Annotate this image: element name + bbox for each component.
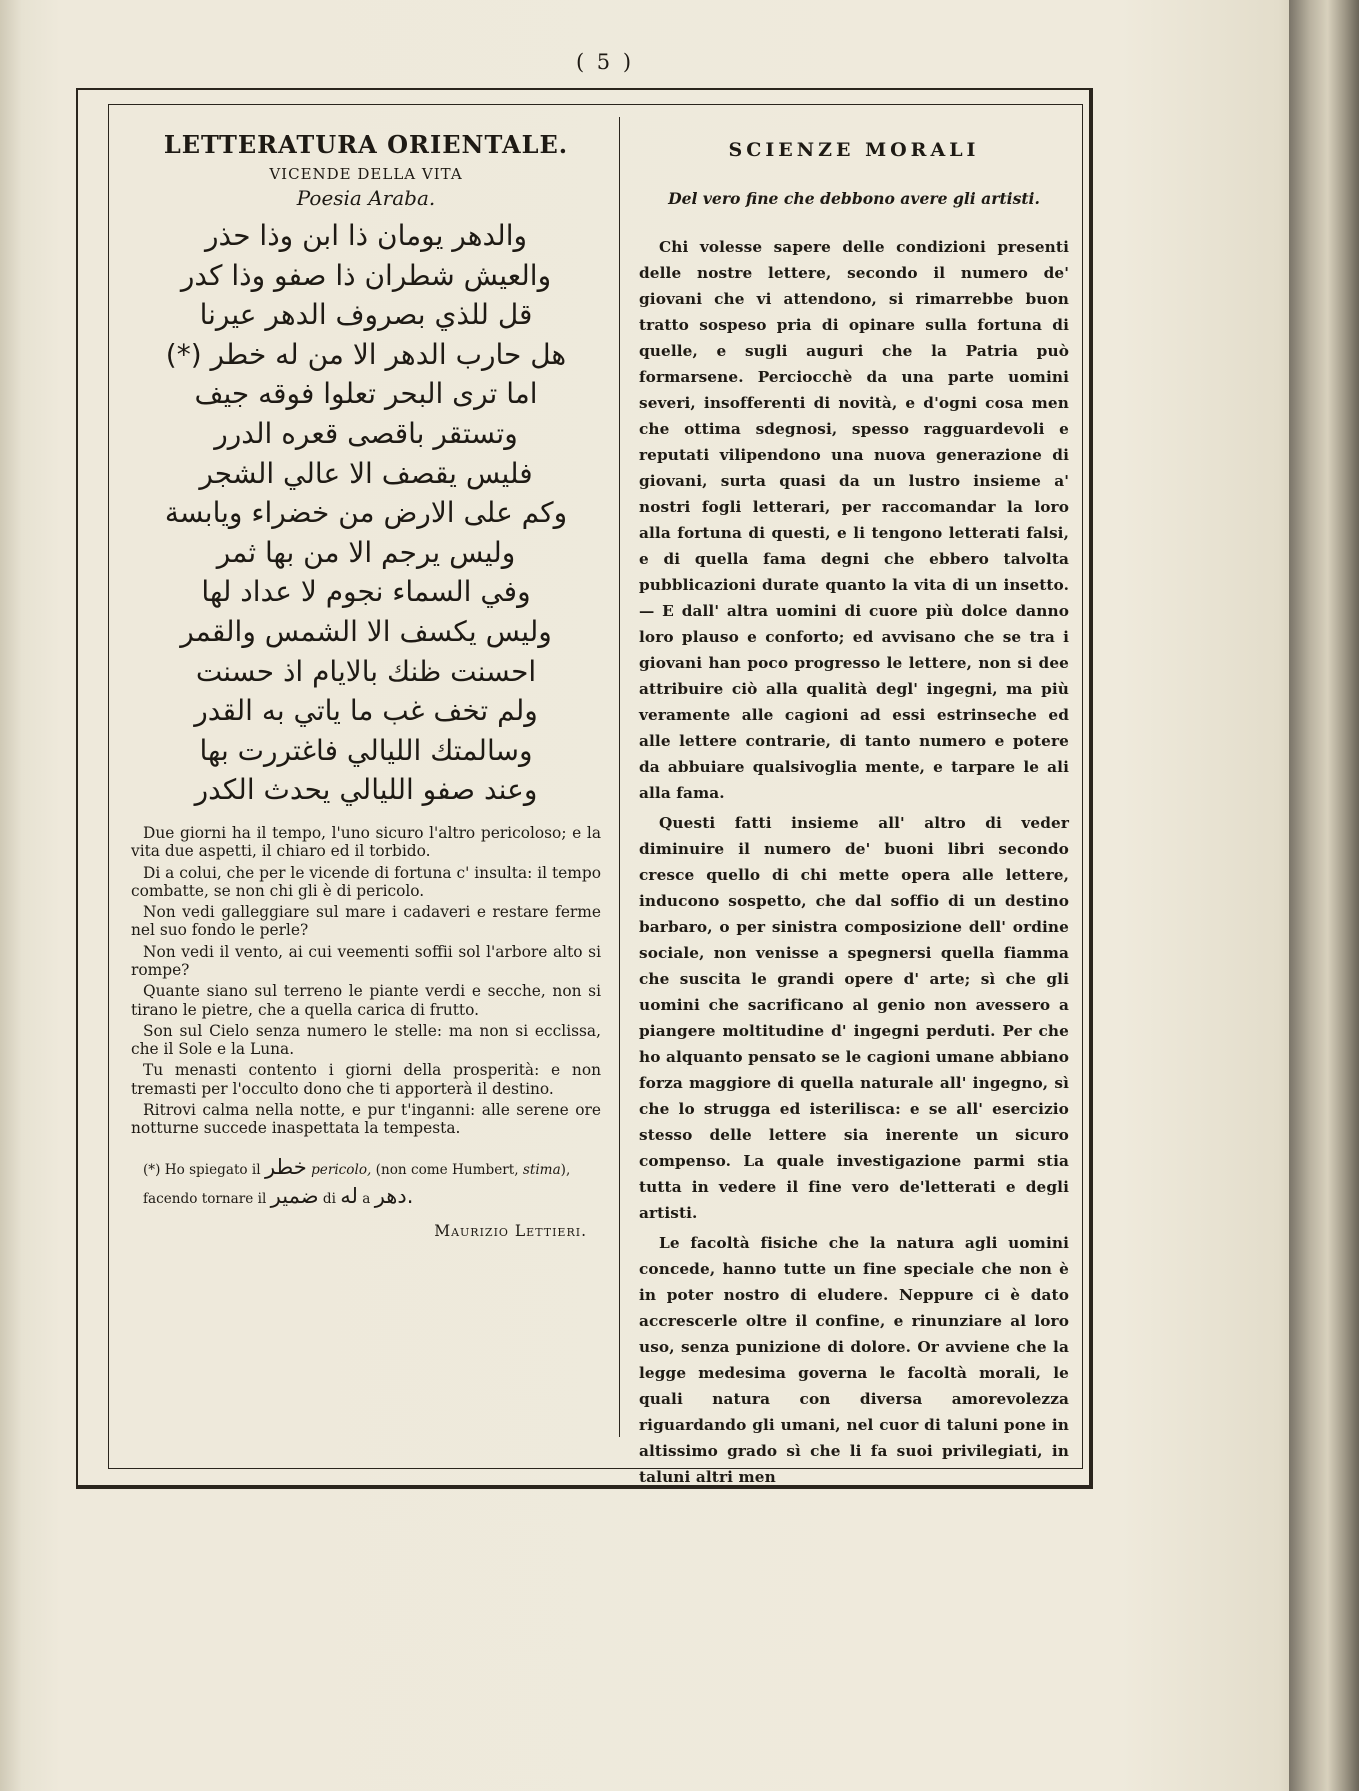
author-signature: Maurizio Lettieri. (434, 1221, 587, 1240)
content-frame (108, 104, 1083, 1486)
footnote (131, 1154, 601, 1212)
arabic-verse: اما ترى البحر تعلوا فوقه جيف (194, 377, 538, 411)
arabic-verse: والعيش شطران ذا صفو وذا كدر (180, 258, 552, 292)
footnote-prefix: (*) Ho spiegato il (143, 1161, 261, 1178)
arabic-poem (131, 216, 601, 810)
arabic-verse: وفي السماء نجوم لا عداد لها (201, 575, 531, 609)
translation-verse: Non vedi galleggiare sul mare i cadaveri e restare ferme nel suo fondo le perle? (131, 903, 601, 940)
footnote-text: (non come Humbert, (375, 1161, 519, 1178)
article-body (639, 234, 1069, 1490)
translation (131, 824, 601, 1138)
arabic-verse: احسنت ظنك بالايام اذ حسنت (195, 654, 537, 688)
arabic-verse: وليس يرجم الا من بها ثمر (216, 535, 516, 569)
poem-title: VICENDE DELLA VITA (269, 165, 463, 183)
article-title: Del vero fine che debbono avere gli artisti. (668, 189, 1040, 208)
poem-kind: Poesia Araba. (296, 186, 436, 210)
footnote-meaning: pericolo, (311, 1161, 372, 1178)
article-paragraph: Le facoltà fisiche che la natura agli uomini concede, hanno tutte un fine speciale che non è in poter nostro di eludere. Neppure ci è dato accrescerle oltre il confine, e rinunziare al loro uso, senza punizione di dolore. Or avviene che la legge medesima governa le facoltà morali, le quali natura con diversa amorevolezza riguardando gli umani, nel cuor di taluni pone in altissimo grado sì che li fa suoi privilegiati, in taluni altri men (639, 1234, 1069, 1486)
article-paragraph: Questi fatti insieme all' altro di veder diminuire il numero de' buoni libri secondo cresce quello di chi mette opera alle lettere, inducono sospetto, che dal soffio di un destino barbaro, o per sinistra composizione dell' ordine sociale, non venisse a spegnersi quella fiamma che suscita le grandi opere d' arte; sì che gli uomini che sacrificano al genio non avessero a piangere moltitudine d' ingegni perduti. Per che ho alquanto pensato se le cagioni umane abbiano forza maggiore di quella naturale all' ingegno, sì che lo strugga ed isterilisca: e se all' esercizio stesso delle lettere sia inerente un sicuro compenso. La quale investigazione parmi stia tutta in vedere il fine vero de'letterati e degli artisti. (639, 814, 1069, 1222)
arabic-verse: وليس يكسف الا الشمس والقمر (180, 614, 552, 648)
right-column (639, 105, 1069, 1490)
arabic-verse: والدهر يومان ذا ابن وذا حذر (204, 219, 528, 252)
book-page-edges (1289, 0, 1359, 1791)
footnote-text: ), facendo tornare il (143, 1161, 571, 1207)
section-title: SCIENZE MORALI (728, 139, 980, 161)
arabic-verse: وعند صفو الليالي يحدث الكدر (194, 773, 538, 807)
page-number: ( 5 ) (575, 50, 635, 74)
translation-verse: Tu menasti contento i giorni della prosperità: e non tremasti per l'occulto dono che ti apporterà il destino. (131, 1061, 601, 1098)
translation-verse: Ritrovi calma nella notte, e pur t'inganni: alle serene ore notturne succede inaspettata la tempesta. (131, 1101, 601, 1138)
translation-verse: Due giorni ha il tempo, l'uno sicuro l'altro pericoloso; e la vita due aspetti, il chiaro ed il torbido. (131, 823, 601, 861)
footnote-arabic-word: له (340, 1183, 358, 1208)
footnote-arabic-word: دهر. (374, 1183, 414, 1208)
footnote-stima: stima (522, 1161, 561, 1178)
arabic-verse: هل حارب الدهر الا من له خطر (*) (165, 337, 567, 371)
arabic-verse: قل للذي بصروف الدهر عيرنا (199, 298, 533, 332)
footnote-text: di (322, 1190, 336, 1207)
arabic-verse: فليس يقصف الا عالي الشجر (199, 456, 533, 490)
arabic-verse: ولم تخف غب ما ياتي به القدر (194, 694, 538, 728)
arabic-verse: وسالمتك الليالي فاغتررت بها (199, 733, 533, 767)
arabic-verse: وكم على الارض من خضراء ويابسة (164, 496, 568, 530)
page-frame (76, 88, 1093, 1489)
translation-verse: Quante siano sul terreno le piante verdi e secche, non si tirano le pietre, che a quella carica di frutto. (131, 982, 601, 1019)
translation-verse: Di a colui, che per le vicende di fortuna c' insulta: il tempo combatte, se non chi gli è di pericolo. (131, 863, 601, 900)
column-divider (619, 117, 620, 1437)
article-paragraph: Chi volesse sapere delle condizioni presenti delle nostre lettere, secondo il numero de' giovani che vi attendono, si rimarrebbe buon tratto sospeso pria di opinare sulla fortuna di quelle, e sugli auguri che la Patria può formarsene. Perciocchè da una parte uomini severi, insofferenti di novità, e d'ogni cosa men che ottima sdegnosi, spesso ragguardevoli e reputati vilipendono una nuova generazione di giovani, surta quasi da un lustro insieme a' nostri fogli letterari, per raccomandar la loro alla fortuna di questi, e li tengono letterati falsi, e di quella fama degni che ebbero talvolta pubblicazioni durate quanto la vita di un insetto. — E dall' altra uomini di cuore più dolce danno loro plauso e conforto; ed avvisano che se tra i giovani han poco progresso le lettere, non si dee attribuire ciò alla qualità degl' ingegni, ma più veramente alle cagioni ad essi estrinseche ed alle lettere contrarie, di tanto numero e potere da abbuiare qualsivoglia mente, e tarpare le ali alla fama. (639, 238, 1069, 802)
arabic-verse: وتستقر باقصى قعره الدرر (214, 416, 518, 450)
footnote-arabic-word: خطر (264, 1154, 307, 1179)
footnote-arabic-word: ضمير (270, 1183, 319, 1208)
section-title: LETTERATURA ORIENTALE. (163, 130, 569, 159)
left-column (131, 105, 601, 1240)
footnote-text: a (362, 1190, 371, 1207)
translation-verse: Son sul Cielo senza numero le stelle: ma non si ecclissa, che il Sole e la Luna. (131, 1021, 601, 1059)
translation-verse: Non vedi il vento, ai cui veementi soffii sol l'arbore alto si rompe? (131, 942, 601, 979)
